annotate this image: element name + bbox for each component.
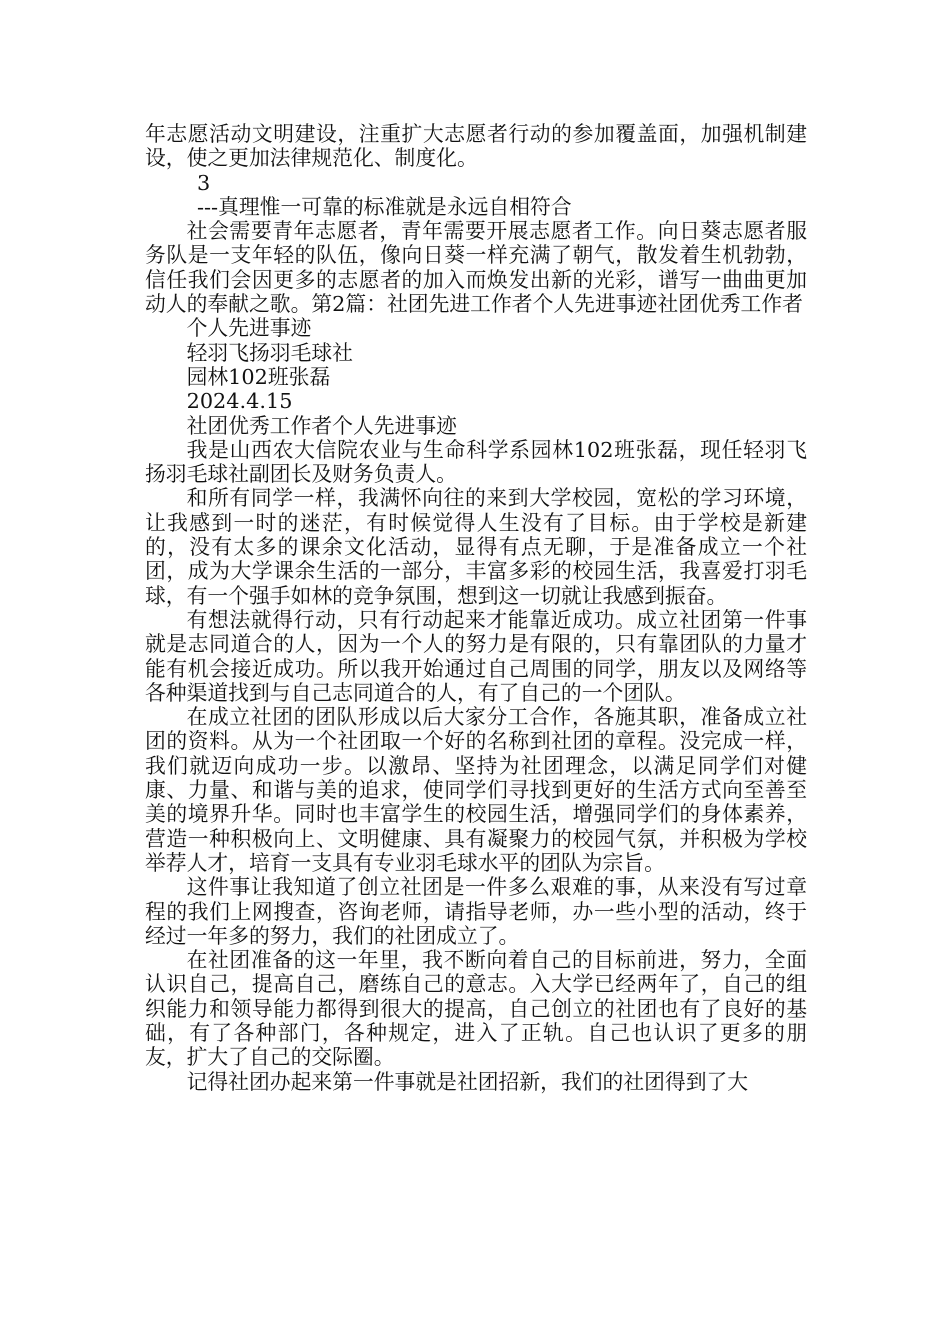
paragraph-growth: 在社团准备的这一年里，我不断向着自己的目标前进，努力，全面认识自己，提高自己，磨练自己的意志。入大学已经两年了，自己的组织能力和领导能力都得到很大的提高，自己创立的社团也有了良好的基础，有了各种部门，各种规定，进入了正轨。自己也认识了更多的朋友，扩大了自己的交际圈。 [145,948,807,1070]
document-title: 社团优秀工作者个人先进事迹 [186,413,457,438]
date-line: 2024.4.15 [186,389,293,414]
paragraph-team-building: 有想法就得行动，只有行动起来才能靠近成功。成立社团第一件事就是志同道合的人，因为一个人的努力是有限的，只有靠团队的力量才能有机会接近成功。所以我开始通过自己周围的同学，朋友以及网络等各种渠道找到与自己志同道合的人，有了自己的一个团队。 [145,607,807,705]
club-name: 轻羽飞扬羽毛球社 [186,340,353,365]
author-line: 园林102班张磊 [186,364,331,389]
quote-line: ---真理惟一可靠的标准就是永远自相符合 [197,194,572,219]
paragraph-club-founding: 在成立社团的团队形成以后大家分工合作，各施其职，准备成立社团的资料。从为一个社团取一个好的名称到社团的章程。没完成一样，我们就迈向成功一步。以激昂、坚持为社团理念，以满足同学们对健康、力量、和谐与美的追求，使同学们寻找到更好的生活方式向至善至美的境界升华。同时也丰富学生的校园生活，增强同学们的身体素养，营造一种积极向上、文明健康、具有凝聚力的校园气氛，并积极为学校举荐人才，培育一支具有专业羽毛球水平的团队为宗旨。 [145,705,807,875]
document-body [145,122,807,1094]
page-number: 3 [197,170,211,195]
paragraph-recruitment: 记得社团办起来第一件事就是社团招新，我们的社团得到了大 [186,1069,749,1094]
paragraph-volunteer-summary: 社会需要青年志愿者，青年需要开展志愿者工作。向日葵志愿者服务队是一支年轻的队伍，像向日葵一样充满了朝气，散发着生机勃勃，信任我们会因更多的志愿者的加入而焕发出新的光彩，谱写一曲曲更加动人的奉献之歌。第2篇：社团先进工作者个人先进事迹社团优秀工作者 [145,219,807,317]
paragraph-introduction: 我是山西农大信院农业与生命科学系园林102班张磊，现任轻羽飞扬羽毛球社副团长及财务负责人。 [145,437,807,487]
paragraph-continuation: 年志愿活动文明建设，注重扩大志愿者行动的参加覆盖面，加强机制建设，使之更加法律规范化、制度化。 [145,122,807,171]
paragraph-motivation: 和所有同学一样，我满怀向往的来到大学校园，宽松的学习环境，让我感到一时的迷茫，有时候觉得人生没有了目标。由于学校是新建的，没有太多的课余文化活动，显得有点无聊，于是准备成立一个社团，成为大学课余生活的一部分，丰富多彩的校园生活，我喜爱打羽毛球，有一个强手如林的竞争氛围，想到这一切就让我感到振奋。 [145,486,807,608]
section-heading: 个人先进事迹 [186,316,312,341]
paragraph-difficulty: 这件事让我知道了创立社团是一件多么艰难的事，从来没有写过章程的我们上网搜查，咨询老师，请指导老师，办一些小型的活动，终于经过一年多的努力，我们的社团成立了。 [145,875,807,948]
